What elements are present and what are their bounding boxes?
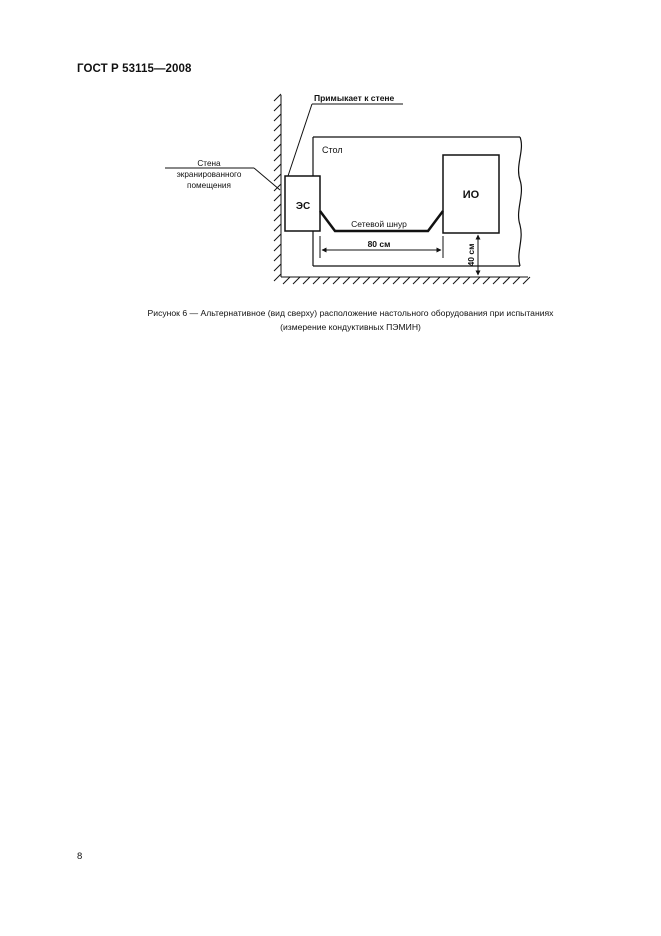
label-io: ИО bbox=[462, 189, 480, 201]
label-adjoins-wall: Примыкает к стене bbox=[314, 93, 395, 103]
label-power-cord: Сетевой шнур bbox=[351, 219, 407, 229]
page-number: 8 bbox=[77, 851, 83, 862]
label-shield-wall-3: помещения bbox=[187, 181, 231, 190]
caption-line-2: (измерение кондуктивных ПЭМИН) bbox=[280, 322, 421, 332]
label-es: ЭС bbox=[295, 201, 311, 212]
label-dim-40: 40 см bbox=[466, 243, 476, 267]
figure-diagram bbox=[0, 0, 661, 340]
label-table: Стол bbox=[322, 145, 343, 155]
caption-line-1: Рисунок 6 — Альтернативное (вид сверху) расположение настольного оборудования при испытаниях bbox=[147, 308, 554, 318]
label-dim-80: 80 см bbox=[367, 239, 391, 249]
document-header: ГОСТ Р 53115—2008 bbox=[77, 63, 192, 75]
label-shield-wall-1: Стена bbox=[197, 159, 221, 168]
label-shield-wall-2: экранированного bbox=[176, 170, 242, 179]
figure-caption bbox=[70, 306, 631, 334]
